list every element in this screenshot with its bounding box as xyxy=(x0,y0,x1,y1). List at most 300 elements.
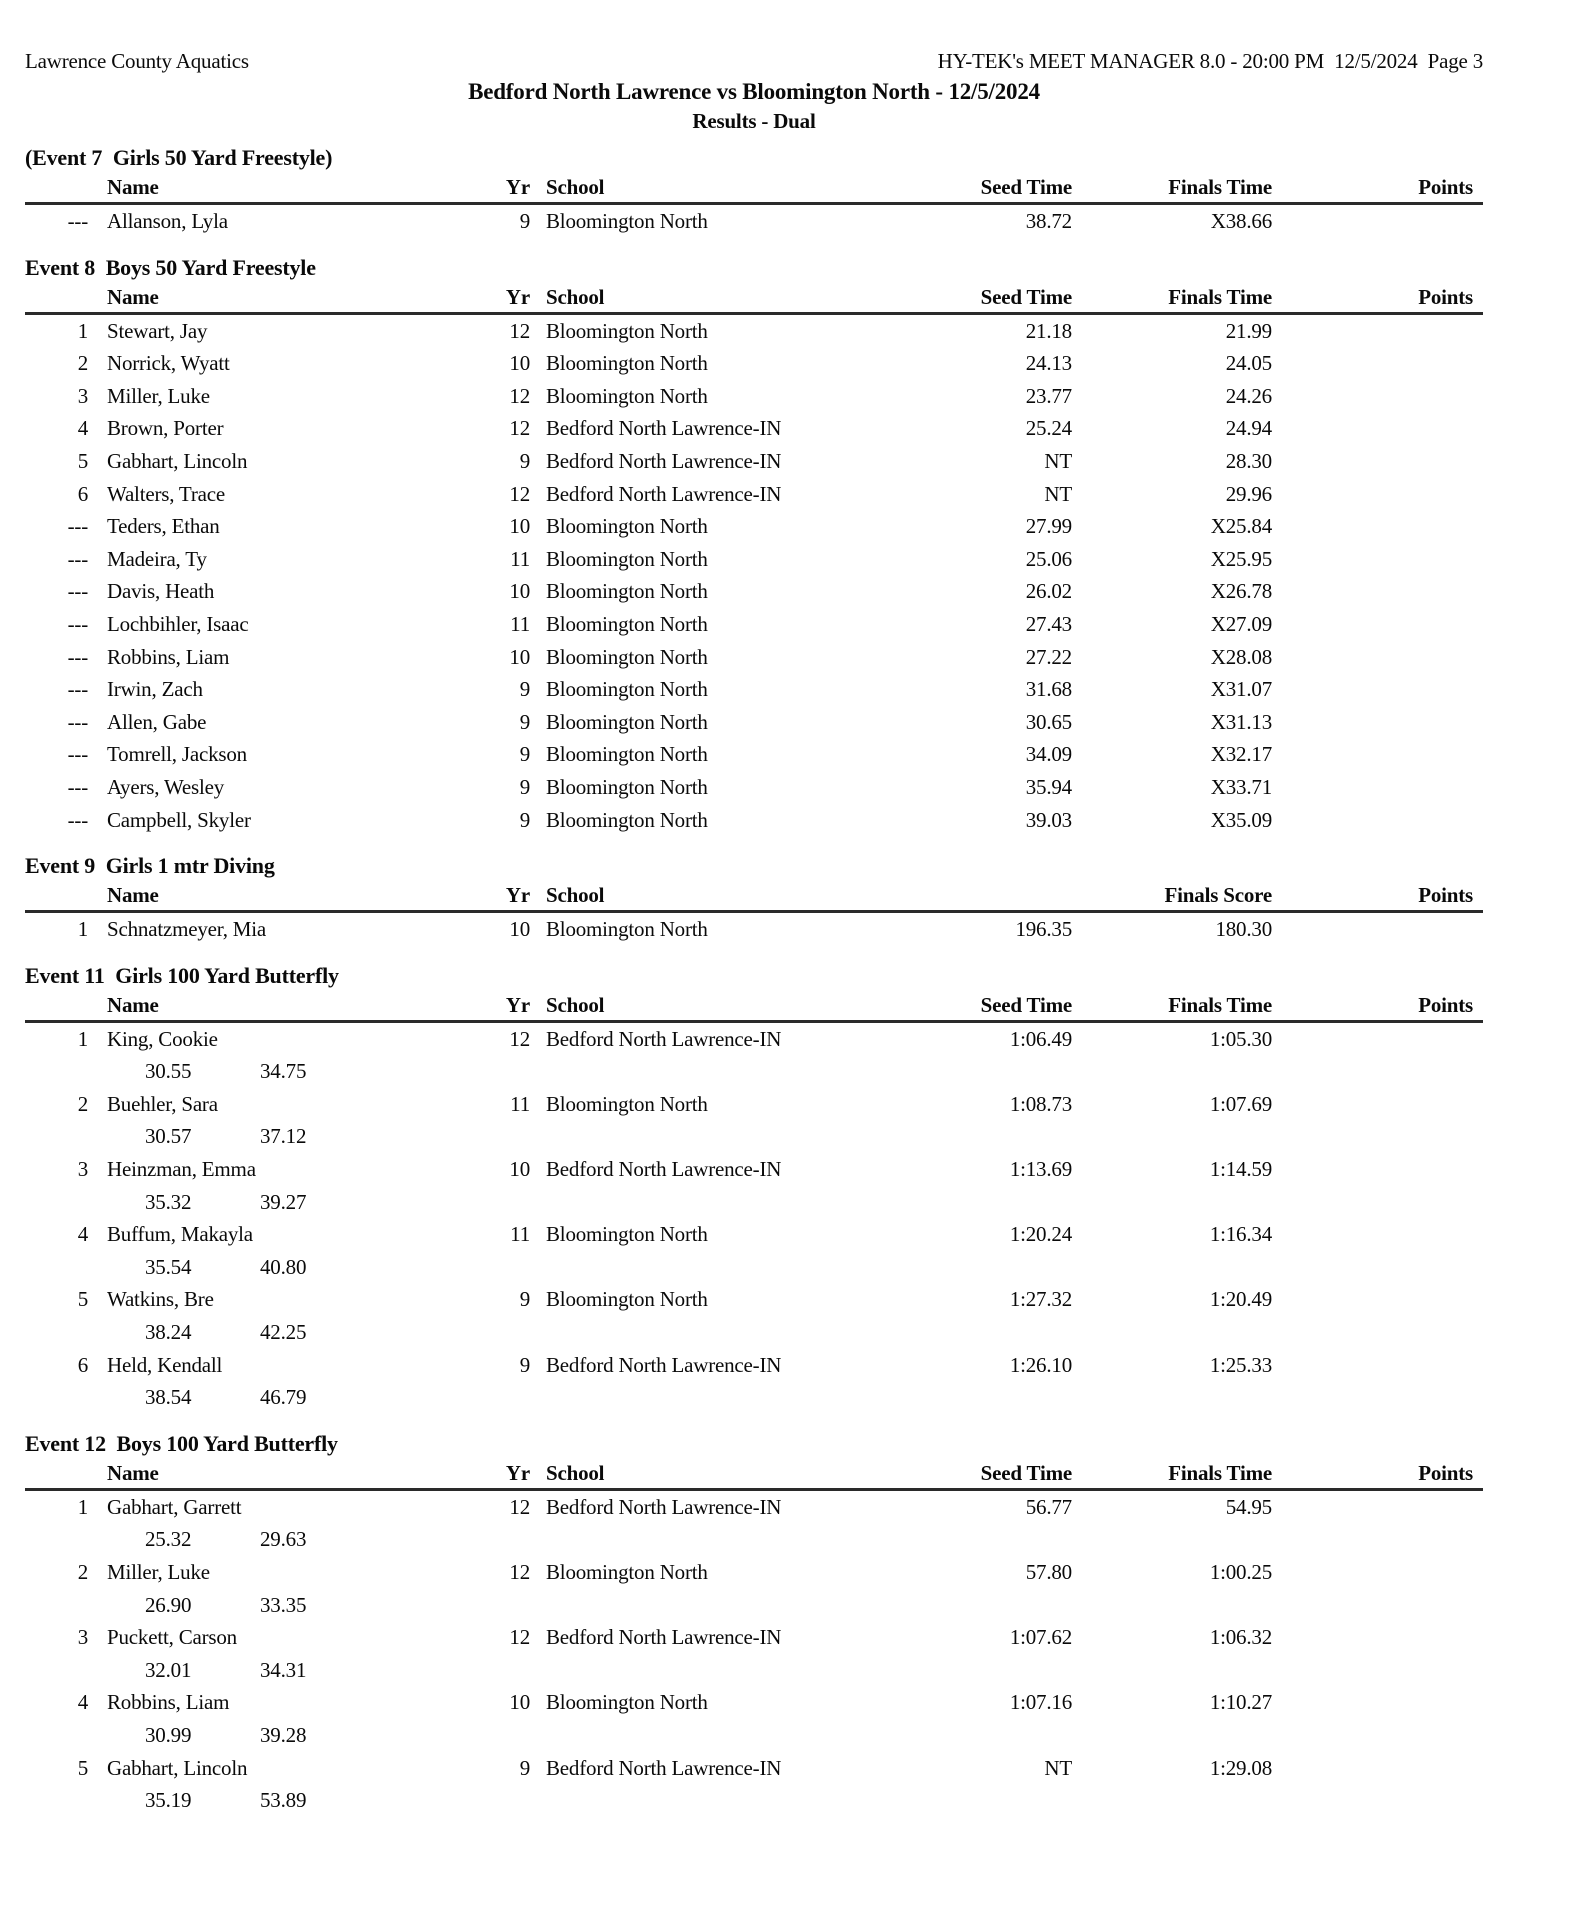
column-header-row xyxy=(25,992,1483,1023)
split-time: 29.63 xyxy=(260,1527,307,1552)
col-header-seed: Seed Time xyxy=(980,1460,1072,1485)
swimmer-year: 11 xyxy=(510,546,530,571)
col-header-school: School xyxy=(546,883,605,908)
finals-time: 24.26 xyxy=(1225,383,1272,408)
split-time: 53.89 xyxy=(260,1788,307,1813)
swimmer-name: Norrick, Wyatt xyxy=(107,351,230,376)
points-cell xyxy=(1272,1088,1483,1121)
seed-time: 21.18 xyxy=(1025,318,1072,343)
swimmer-name: Allen, Gabe xyxy=(107,709,207,734)
points-cell xyxy=(1272,1283,1483,1316)
place-cell: --- xyxy=(67,209,88,233)
school-name: Bloomington North xyxy=(546,318,708,343)
col-header-school: School xyxy=(546,1460,605,1485)
column-header-row xyxy=(25,882,1483,913)
school-name: Bedford North Lawrence-IN xyxy=(546,481,782,506)
split-time: 46.79 xyxy=(260,1385,307,1410)
place-cell: --- xyxy=(67,579,88,604)
splits-row xyxy=(25,1251,1483,1284)
swimmer-name: Schnatzmeyer, Mia xyxy=(107,917,267,942)
finals-time: X26.78 xyxy=(1210,579,1272,604)
points-cell xyxy=(1272,706,1483,739)
finals-time: 1:07.69 xyxy=(1209,1091,1272,1116)
finals-time: X28.08 xyxy=(1210,644,1272,669)
result-row xyxy=(25,771,1483,804)
swimmer-year: 9 xyxy=(519,1352,530,1377)
split-time: 30.57 xyxy=(145,1124,192,1149)
event-section xyxy=(25,251,1483,837)
school-name: Bedford North Lawrence-IN xyxy=(546,416,782,441)
result-row xyxy=(25,478,1483,511)
school-name: Bloomington North xyxy=(546,1690,708,1715)
place-cell: 6 xyxy=(77,1352,88,1377)
col-header-place xyxy=(25,1460,88,1486)
school-name: Bloomington North xyxy=(546,579,708,604)
finals-time: 54.95 xyxy=(1225,1494,1272,1519)
finals-time: 1:25.33 xyxy=(1209,1352,1272,1377)
split-time: 42.25 xyxy=(260,1320,307,1345)
school-name: Bloomington North xyxy=(546,677,708,702)
swimmer-year: 12 xyxy=(509,318,530,343)
split-time: 39.27 xyxy=(260,1189,307,1214)
place-cell: 5 xyxy=(77,1287,88,1312)
col-header-yr: Yr xyxy=(505,883,530,908)
result-row xyxy=(25,641,1483,674)
school-name: Bloomington North xyxy=(546,1091,708,1116)
event-section xyxy=(25,849,1483,946)
swimmer-year: 12 xyxy=(509,1494,530,1519)
swimmer-year: 12 xyxy=(509,383,530,408)
place-cell: 4 xyxy=(77,1690,88,1715)
event-title: Event 12 Boys 100 Yard Butterfly xyxy=(25,1430,338,1456)
place-cell: --- xyxy=(67,742,88,767)
splits-row xyxy=(25,1186,1483,1219)
result-row xyxy=(25,380,1483,413)
splits-row xyxy=(25,1120,1483,1153)
finals-time: 24.05 xyxy=(1225,351,1272,376)
swimmer-name: Irwin, Zach xyxy=(107,677,203,702)
place-cell: --- xyxy=(67,807,88,832)
seed-time: 196.35 xyxy=(1015,917,1072,942)
swimmer-year: 11 xyxy=(510,611,530,636)
place-cell: 1 xyxy=(77,1494,88,1519)
col-header-points: Points xyxy=(1418,284,1473,309)
seed-time: 57.80 xyxy=(1025,1560,1072,1584)
result-row xyxy=(25,673,1483,706)
points-cell xyxy=(1272,575,1483,608)
place-cell: 5 xyxy=(77,448,88,473)
swimmer-year: 9 xyxy=(519,774,530,799)
result-row xyxy=(25,315,1483,348)
school-name: Bloomington North xyxy=(546,611,708,636)
seed-time: 1:06.49 xyxy=(1009,1026,1072,1051)
school-name: Bloomington North xyxy=(546,1287,708,1312)
swimmer-year: 10 xyxy=(509,1690,530,1715)
swimmer-name: Buffum, Makayla xyxy=(107,1222,253,1247)
swimmer-year: 9 xyxy=(519,807,530,832)
col-header-finals: Finals Time xyxy=(1168,175,1272,199)
finals-time: 24.94 xyxy=(1225,416,1272,441)
seed-time: 56.77 xyxy=(1025,1494,1072,1519)
swimmer-year: 12 xyxy=(509,1625,530,1650)
finals-time: X31.13 xyxy=(1210,709,1272,734)
place-cell: 5 xyxy=(77,1755,88,1780)
result-row xyxy=(25,1283,1483,1316)
swimmer-year: 9 xyxy=(519,709,530,734)
school-name: Bloomington North xyxy=(546,774,708,799)
points-cell xyxy=(1272,445,1483,478)
swimmer-year: 10 xyxy=(509,917,530,942)
result-row xyxy=(25,543,1483,576)
result-row xyxy=(25,1686,1483,1719)
school-name: Bloomington North xyxy=(546,209,708,233)
result-row xyxy=(25,706,1483,739)
school-name: Bloomington North xyxy=(546,1222,708,1247)
result-row xyxy=(25,738,1483,771)
swimmer-year: 12 xyxy=(509,416,530,441)
place-cell: 2 xyxy=(77,351,88,376)
result-row xyxy=(25,205,1483,238)
points-cell xyxy=(1272,1153,1483,1186)
col-header-points: Points xyxy=(1418,883,1473,908)
points-cell xyxy=(1272,315,1483,348)
splits-row xyxy=(25,1381,1483,1414)
points-cell xyxy=(1272,1491,1483,1524)
school-name: Bloomington North xyxy=(546,709,708,734)
col-header-school: School xyxy=(546,284,605,309)
place-cell: 3 xyxy=(77,1157,88,1182)
col-header-seed: Seed Time xyxy=(980,175,1072,199)
finals-time: X25.84 xyxy=(1210,514,1272,539)
swimmer-year: 9 xyxy=(519,1755,530,1780)
seed-time: NT xyxy=(1044,1755,1072,1780)
seed-time: 30.65 xyxy=(1025,709,1072,734)
seed-time: 35.94 xyxy=(1025,774,1072,799)
result-row xyxy=(25,445,1483,478)
seed-time: NT xyxy=(1044,481,1072,506)
school-name: Bedford North Lawrence-IN xyxy=(546,1755,782,1780)
seed-time: 34.09 xyxy=(1025,742,1072,767)
place-cell: 3 xyxy=(77,1625,88,1650)
finals-time: 1:05.30 xyxy=(1209,1026,1272,1051)
col-header-seed: Seed Time xyxy=(980,992,1072,1017)
swimmer-name: Buehler, Sara xyxy=(107,1091,218,1116)
points-cell xyxy=(1272,804,1483,837)
report-type: Results - Dual xyxy=(692,109,816,133)
points-cell xyxy=(1272,913,1483,946)
finals-time: X27.09 xyxy=(1210,611,1272,636)
points-cell xyxy=(1272,380,1483,413)
place-cell: 4 xyxy=(77,416,88,441)
split-time: 32.01 xyxy=(145,1657,192,1682)
school-name: Bloomington North xyxy=(546,917,708,942)
split-time: 33.35 xyxy=(260,1592,307,1617)
splits-row xyxy=(25,1589,1483,1622)
school-name: Bedford North Lawrence-IN xyxy=(546,448,782,473)
result-row xyxy=(25,347,1483,380)
place-cell: 1 xyxy=(77,917,88,942)
split-time: 30.55 xyxy=(145,1059,192,1084)
swimmer-name: Gabhart, Garrett xyxy=(107,1494,242,1519)
place-cell: --- xyxy=(67,774,88,799)
finals-time: 1:14.59 xyxy=(1209,1157,1272,1182)
split-time: 39.28 xyxy=(260,1722,307,1747)
swimmer-name: Held, Kendall xyxy=(107,1352,223,1377)
seed-time: 1:07.16 xyxy=(1009,1690,1072,1715)
points-cell xyxy=(1272,608,1483,641)
place-cell: 3 xyxy=(77,383,88,408)
split-time: 35.19 xyxy=(145,1788,192,1813)
split-time: 40.80 xyxy=(260,1254,307,1279)
finals-time: 1:00.25 xyxy=(1209,1560,1272,1584)
points-cell xyxy=(1272,641,1483,674)
document-header xyxy=(25,46,1483,76)
result-row xyxy=(25,913,1483,946)
col-header-school: School xyxy=(546,992,605,1017)
split-time: 38.54 xyxy=(145,1385,192,1410)
swimmer-name: Robbins, Liam xyxy=(107,644,230,669)
finals-time: 21.99 xyxy=(1225,318,1272,343)
swimmer-year: 9 xyxy=(519,742,530,767)
points-cell xyxy=(1272,478,1483,511)
col-header-yr: Yr xyxy=(505,284,530,309)
finals-time: 1:06.32 xyxy=(1209,1625,1272,1650)
points-cell xyxy=(1272,738,1483,771)
col-header-finals: Finals Score xyxy=(1164,883,1272,908)
swimmer-name: Ayers, Wesley xyxy=(107,774,225,799)
school-name: Bedford North Lawrence-IN xyxy=(546,1494,782,1519)
place-cell: 1 xyxy=(77,1026,88,1051)
swimmer-name: Puckett, Carson xyxy=(107,1625,237,1650)
swimmer-name: Miller, Luke xyxy=(107,383,210,408)
col-header-finals: Finals Time xyxy=(1168,284,1272,309)
col-header-name: Name xyxy=(107,1460,159,1485)
split-time: 34.75 xyxy=(260,1059,307,1084)
swimmer-name: Teders, Ethan xyxy=(107,514,220,539)
place-cell: 2 xyxy=(77,1560,88,1584)
place-cell: --- xyxy=(67,611,88,636)
swimmer-name: King, Cookie xyxy=(107,1026,218,1051)
points-cell xyxy=(1272,543,1483,576)
swimmer-year: 12 xyxy=(509,1560,530,1584)
swimmer-year: 12 xyxy=(509,481,530,506)
swimmer-year: 9 xyxy=(519,677,530,702)
seed-time: 25.24 xyxy=(1025,416,1072,441)
swimmer-year: 11 xyxy=(510,1091,530,1116)
swimmer-name: Davis, Heath xyxy=(107,579,215,604)
swimmer-name: Brown, Porter xyxy=(107,416,224,441)
seed-time: 38.72 xyxy=(1025,209,1072,233)
points-cell xyxy=(1272,347,1483,380)
col-header-place xyxy=(25,882,88,908)
points-cell xyxy=(1272,1023,1483,1056)
seed-time: 1:20.24 xyxy=(1009,1222,1072,1247)
seed-time: 27.99 xyxy=(1025,514,1072,539)
swimmer-name: Gabhart, Lincoln xyxy=(107,448,248,473)
place-cell: 1 xyxy=(77,318,88,343)
points-cell xyxy=(1272,1218,1483,1251)
split-time: 35.54 xyxy=(145,1254,192,1279)
swimmer-name: Stewart, Jay xyxy=(107,318,208,343)
swimmer-name: Heinzman, Emma xyxy=(107,1157,256,1182)
finals-time: X32.17 xyxy=(1210,742,1272,767)
col-header-place xyxy=(25,992,88,1018)
result-row xyxy=(25,575,1483,608)
splits-row xyxy=(25,1719,1483,1752)
school-name: Bloomington North xyxy=(546,383,708,408)
result-row xyxy=(25,1491,1483,1524)
col-header-yr: Yr xyxy=(505,1460,530,1485)
place-cell: --- xyxy=(67,677,88,702)
finals-time: X35.09 xyxy=(1210,807,1272,832)
swimmer-year: 10 xyxy=(509,644,530,669)
col-header-finals: Finals Time xyxy=(1168,1460,1272,1485)
finals-time: 1:20.49 xyxy=(1209,1287,1272,1312)
school-name: Bedford North Lawrence-IN xyxy=(546,1625,782,1650)
swimmer-name: Miller, Luke xyxy=(107,1560,210,1584)
result-row xyxy=(25,1349,1483,1382)
finals-time: X25.95 xyxy=(1210,546,1272,571)
seed-time: 1:13.69 xyxy=(1009,1157,1072,1182)
points-cell xyxy=(1272,412,1483,445)
col-header-name: Name xyxy=(107,175,159,199)
seed-time: NT xyxy=(1044,448,1072,473)
col-header-yr: Yr xyxy=(505,175,530,199)
seed-time: 1:27.32 xyxy=(1009,1287,1072,1312)
result-row xyxy=(25,1556,1483,1589)
points-cell xyxy=(1272,1752,1483,1785)
split-time: 37.12 xyxy=(260,1124,307,1149)
place-cell: --- xyxy=(67,514,88,539)
finals-time: 1:16.34 xyxy=(1209,1222,1272,1247)
swimmer-name: Allanson, Lyla xyxy=(107,209,228,233)
school-name: Bedford North Lawrence-IN xyxy=(546,1026,782,1051)
swimmer-name: Robbins, Liam xyxy=(107,1690,230,1715)
result-row xyxy=(25,1153,1483,1186)
col-header-seed xyxy=(886,882,1072,908)
seed-time: 27.22 xyxy=(1025,644,1072,669)
splits-row xyxy=(25,1784,1483,1817)
school-name: Bloomington North xyxy=(546,807,708,832)
col-header-school: School xyxy=(546,175,605,199)
swimmer-name: Lochbihler, Isaac xyxy=(107,611,249,636)
school-name: Bloomington North xyxy=(546,546,708,571)
col-header-finals: Finals Time xyxy=(1168,992,1272,1017)
col-header-points: Points xyxy=(1418,992,1473,1017)
col-header-name: Name xyxy=(107,883,159,908)
finals-time: X33.71 xyxy=(1210,774,1272,799)
finals-time: 180.30 xyxy=(1215,917,1272,942)
points-cell xyxy=(1272,673,1483,706)
swimmer-name: Campbell, Skyler xyxy=(107,807,251,832)
swimmer-year: 10 xyxy=(509,351,530,376)
place-cell: 4 xyxy=(77,1222,88,1247)
swimmer-year: 9 xyxy=(519,448,530,473)
result-row xyxy=(25,510,1483,543)
seed-time: 23.77 xyxy=(1025,383,1072,408)
host-club: Lawrence County Aquatics xyxy=(25,49,249,73)
points-cell xyxy=(1272,1686,1483,1719)
seed-time: 1:26.10 xyxy=(1009,1352,1072,1377)
split-time: 26.90 xyxy=(145,1592,192,1617)
result-row xyxy=(25,608,1483,641)
result-row xyxy=(25,412,1483,445)
seed-time: 26.02 xyxy=(1025,579,1072,604)
splits-row xyxy=(25,1523,1483,1556)
seed-time: 39.03 xyxy=(1025,807,1072,832)
result-row xyxy=(25,1218,1483,1251)
col-header-place xyxy=(25,174,88,200)
split-time: 35.32 xyxy=(145,1189,192,1214)
points-cell xyxy=(1272,510,1483,543)
result-row xyxy=(25,1023,1483,1056)
col-header-points: Points xyxy=(1418,1460,1473,1485)
finals-time: 1:10.27 xyxy=(1209,1690,1272,1715)
col-header-name: Name xyxy=(107,992,159,1017)
seed-time: 27.43 xyxy=(1025,611,1072,636)
finals-time: X31.07 xyxy=(1210,677,1272,702)
split-time: 30.99 xyxy=(145,1722,192,1747)
points-cell xyxy=(1272,771,1483,804)
swimmer-name: Gabhart, Lincoln xyxy=(107,1755,248,1780)
points-cell xyxy=(1272,1621,1483,1654)
splits-row xyxy=(25,1654,1483,1687)
swimmer-year: 12 xyxy=(509,1026,530,1051)
split-time: 25.32 xyxy=(145,1527,192,1552)
swimmer-year: 10 xyxy=(509,514,530,539)
event-section xyxy=(25,141,1483,238)
place-cell: --- xyxy=(67,546,88,571)
event-title: Event 8 Boys 50 Yard Freestyle xyxy=(25,254,316,280)
splits-row xyxy=(25,1055,1483,1088)
seed-time: 31.68 xyxy=(1025,677,1072,702)
swimmer-name: Watkins, Bre xyxy=(107,1287,214,1312)
school-name: Bloomington North xyxy=(546,644,708,669)
seed-time: 1:07.62 xyxy=(1009,1625,1072,1650)
swimmer-name: Tomrell, Jackson xyxy=(107,742,247,767)
swimmer-year: 9 xyxy=(519,209,530,233)
points-cell xyxy=(1272,205,1483,238)
col-header-yr: Yr xyxy=(505,992,530,1017)
place-cell: --- xyxy=(67,709,88,734)
seed-time: 24.13 xyxy=(1025,351,1072,376)
school-name: Bedford North Lawrence-IN xyxy=(546,1352,782,1377)
column-header-row xyxy=(25,1460,1483,1491)
column-header-row xyxy=(25,284,1483,315)
points-cell xyxy=(1272,1556,1483,1589)
swimmer-year: 9 xyxy=(519,1287,530,1312)
result-row xyxy=(25,1621,1483,1654)
points-cell xyxy=(1272,1349,1483,1382)
seed-time: 1:08.73 xyxy=(1009,1091,1072,1116)
event-title: Event 11 Girls 100 Yard Butterfly xyxy=(25,962,339,988)
col-header-points: Points xyxy=(1418,175,1473,199)
swimmer-name: Walters, Trace xyxy=(107,481,225,506)
col-header-place xyxy=(25,284,88,310)
swimmer-name: Madeira, Ty xyxy=(107,546,207,571)
swimmer-year: 11 xyxy=(510,1222,530,1247)
swimmer-year: 10 xyxy=(509,579,530,604)
col-header-name: Name xyxy=(107,284,159,309)
school-name: Bloomington North xyxy=(546,1560,708,1584)
finals-time: 28.30 xyxy=(1225,448,1272,473)
splits-row xyxy=(25,1316,1483,1349)
col-header-seed: Seed Time xyxy=(980,284,1072,309)
result-row xyxy=(25,1752,1483,1785)
finals-time: 29.96 xyxy=(1225,481,1272,506)
event-section xyxy=(25,1427,1483,1817)
generator-info: HY-TEK's MEET MANAGER 8.0 - 20:00 PM 12/5/2024 Page 3 xyxy=(937,49,1483,73)
